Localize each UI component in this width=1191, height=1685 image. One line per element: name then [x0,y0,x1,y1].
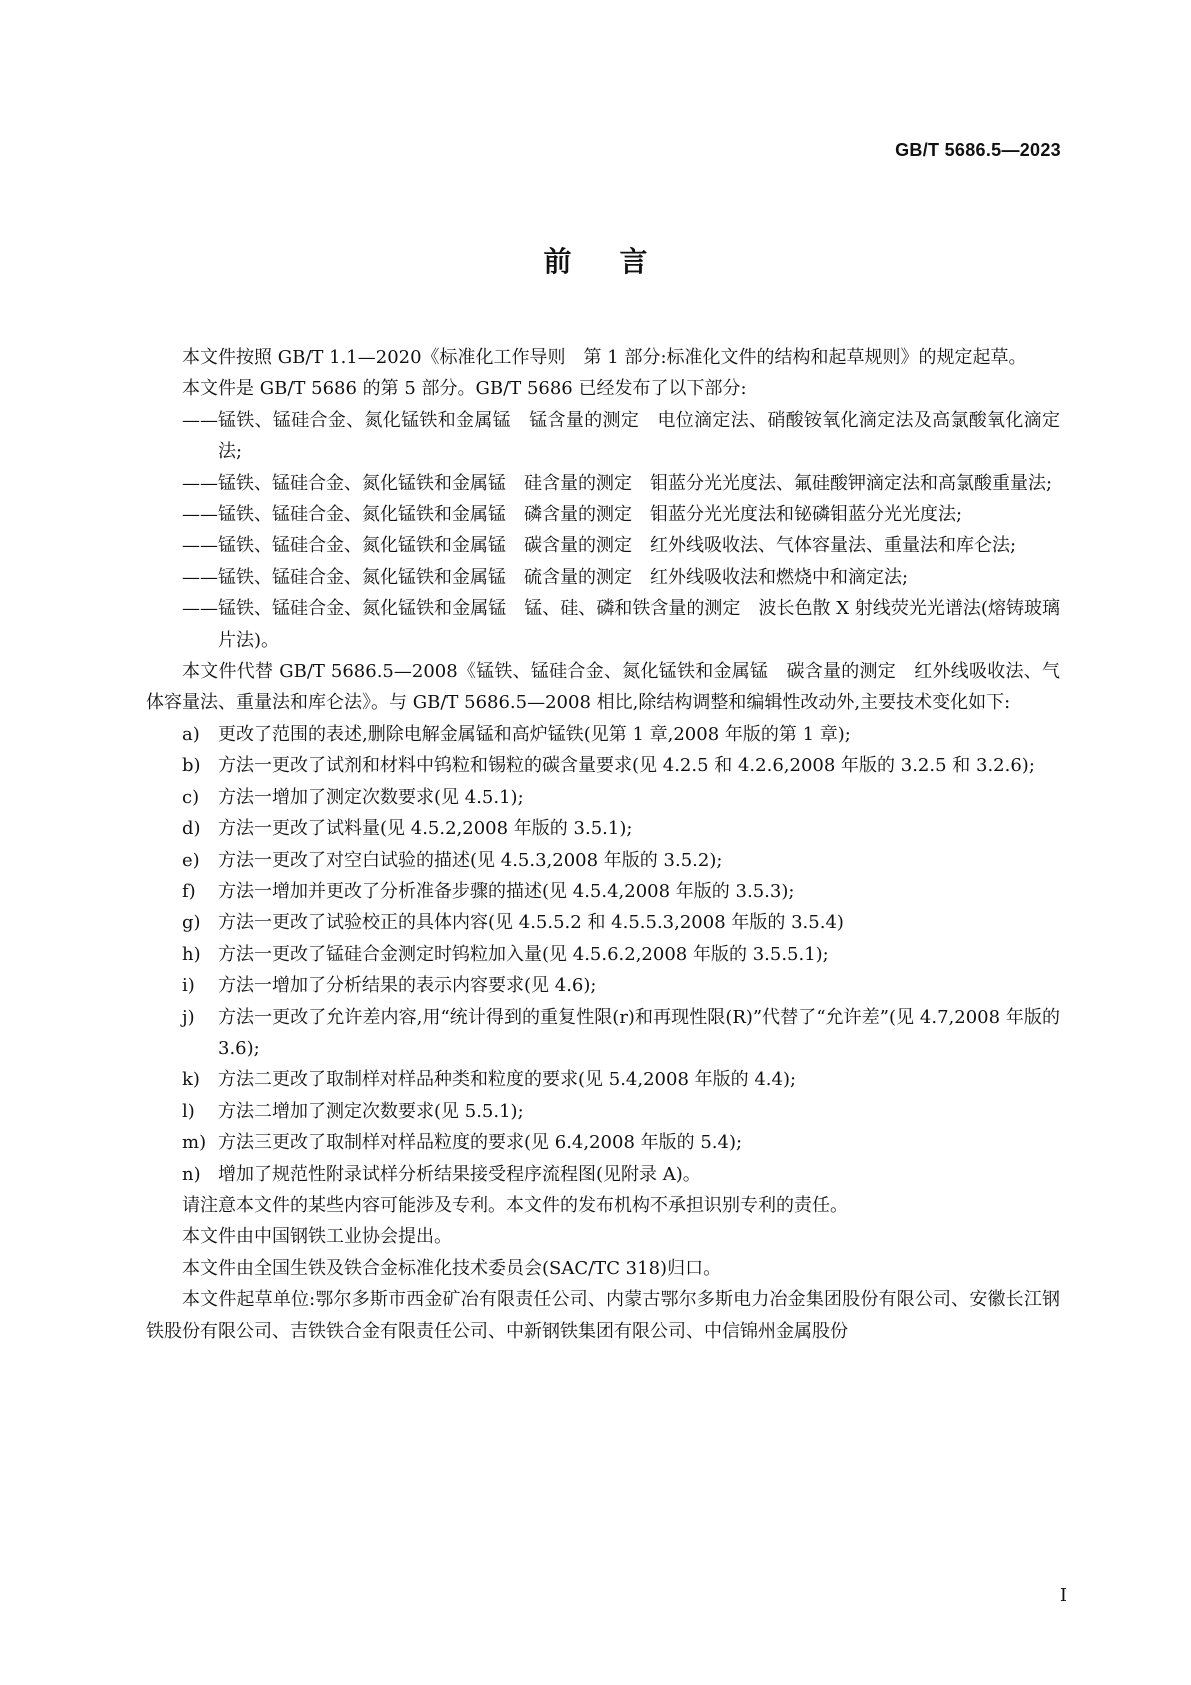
dash-marker: —— [182,409,218,431]
change-item-a [146,719,1060,750]
change-text: 方法一更改了锰硅合金测定时钨粒加入量(见 4.5.6.2,2008 年版的 3.5.5.1); [218,943,829,965]
part-item-text: 锰铁、锰硅合金、氮化锰铁和金属锰 碳含量的测定 红外线吸收法、气体容量法、重量法和库仑法; [218,535,1017,557]
list-marker: f) [182,880,196,902]
drafting-units: 本文件起草单位:鄂尔多斯市西金矿冶有限责任公司、内蒙古鄂尔多斯电力冶金集团股份有限公司、安徽长江钢铁股份有限公司、吉铁铁合金有限责任公司、中新钢铁集团有限公司、中信锦州金属股份 [146,1289,1060,1342]
part-item-text: 锰铁、锰硅合金、氮化锰铁和金属锰 硅含量的测定 钼蓝分光光度法、氟硅酸钾滴定法和高氯酸重量法; [218,472,1053,494]
change-item-g [146,907,1060,938]
list-marker: l) [182,1100,195,1122]
change-text: 方法一增加了分析结果的表示内容要求(见 4.6); [218,975,597,997]
change-text: 方法一更改了试剂和材料中钨粒和锡粒的碳含量要求(见 4.2.5 和 4.2.6,2008 年版的 3.2.5 和 3.2.6); [218,755,1035,777]
part-item-text: 锰铁、锰硅合金、氮化锰铁和金属锰 磷含量的测定 钼蓝分光光度法和铋磷钼蓝分光光度法; [218,504,963,526]
change-text: 方法二增加了测定次数要求(见 5.5.1); [218,1100,524,1122]
change-text: 方法三更改了取制样对样品粒度的要求(见 6.4,2008 年版的 5.4); [218,1132,743,1154]
dash-marker: —— [182,472,218,494]
change-text: 方法一增加了测定次数要求(见 4.5.1); [218,786,524,808]
patent-notice: 请注意本文件的某些内容可能涉及专利。本文件的发布机构不承担识别专利的责任。 [182,1194,848,1216]
list-marker: g) [182,912,201,934]
part-item-text: 锰铁、锰硅合金、氮化锰铁和金属锰 锰、硅、磷和铁含量的测定 波长色散 X 射线荧光光谱法(熔铸玻璃片法)。 [218,598,1060,651]
change-item-b [146,750,1060,781]
change-text: 更改了范围的表述,删除电解金属锰和高炉锰铁(见第 1 章,2008 年版的第 1 章); [218,723,851,745]
change-item-i [146,970,1060,1001]
change-item-c [146,782,1060,813]
dash-marker: —— [182,504,218,526]
change-item-k [146,1064,1060,1095]
part-item [146,499,1060,530]
part-item [146,405,1060,468]
dash-marker: —— [182,566,218,588]
change-text: 方法一增加并更改了分析准备步骤的描述(见 4.5.4,2008 年版的 3.5.3); [218,880,795,902]
change-text: 方法一更改了试料量(见 4.5.2,2008 年版的 3.5.1); [218,818,633,840]
list-marker: h) [182,943,201,965]
proposer-statement: 本文件由中国钢铁工业协会提出。 [182,1226,452,1248]
change-text: 方法一更改了对空白试验的描述(见 4.5.3,2008 年版的 3.5.2); [218,849,723,871]
committee-statement: 本文件由全国生铁及铁合金标准化技术委员会(SAC/TC 318)归口。 [182,1257,722,1279]
intro-paragraph-drafting: 本文件按照 GB/T 1.1—2020《标准化工作导则 第 1 部分:标准化文件的结构和起草规则》的规定起草。 [182,347,1027,368]
list-marker: a) [182,723,200,745]
list-marker: k) [182,1069,200,1091]
page-title: 前言 [543,245,696,278]
change-item-m [146,1127,1060,1158]
list-marker: j) [182,1006,195,1028]
intro-paragraph-parts: 本文件是 GB/T 5686 的第 5 部分。GB/T 5686 已经发布了以下部分: [182,378,747,400]
dash-marker: —— [182,598,218,620]
dash-marker: —— [182,535,218,557]
change-item-j [146,1002,1060,1065]
change-item-l [146,1096,1060,1127]
list-marker: m) [182,1132,207,1154]
change-item-e [146,845,1060,876]
standard-code: GB/T 5686.5—2023 [895,140,1061,160]
change-text: 方法一更改了试验校正的具体内容(见 4.5.5.2 和 4.5.5.3,2008 年版的 3.5.4) [218,912,844,934]
part-item-text: 锰铁、锰硅合金、氮化锰铁和金属锰 硫含量的测定 红外线吸收法和燃烧中和滴定法; [218,566,909,588]
change-item-f [146,876,1060,907]
change-item-d [146,813,1060,844]
change-text: 方法二更改了取制样对样品种类和粒度的要求(见 5.4,2008 年版的 4.4); [218,1069,797,1091]
list-marker: e) [182,849,200,871]
part-item-text: 锰铁、锰硅合金、氮化锰铁和金属锰 锰含量的测定 电位滴定法、硝酸铵氧化滴定法及高氯酸氧化滴定法; [218,409,1060,463]
page-number: I [1059,1585,1067,1606]
list-marker: n) [182,1163,201,1185]
list-marker: d) [182,818,201,840]
part-item [146,562,1060,593]
part-item [146,530,1060,561]
part-item [146,593,1060,656]
replacement-paragraph: 本文件代替 GB/T 5686.5—2008《锰铁、锰硅合金、氮化锰铁和金属锰 碳含量的测定 红外线吸收法、气体容量法、重量法和库仑法》。与 GB/T 5686.5—2008 相比,除结构调整和编辑性改动外,主要技术变化如下: [146,661,1060,714]
change-text: 增加了规范性附录试样分析结果接受程序流程图(见附录 A)。 [218,1163,701,1185]
change-text: 方法一更改了允许差内容,用“统计得到的重复性限(r)和再现性限(R)”代替了“允许差”(见 4.7,2008 年版的 3.6); [218,1006,1060,1059]
change-item-n [146,1159,1060,1190]
list-marker: c) [182,786,200,808]
preface-body [146,342,1060,1347]
list-marker: i) [182,975,195,997]
list-marker: b) [182,755,201,777]
part-item [146,468,1060,499]
change-item-h [146,939,1060,970]
